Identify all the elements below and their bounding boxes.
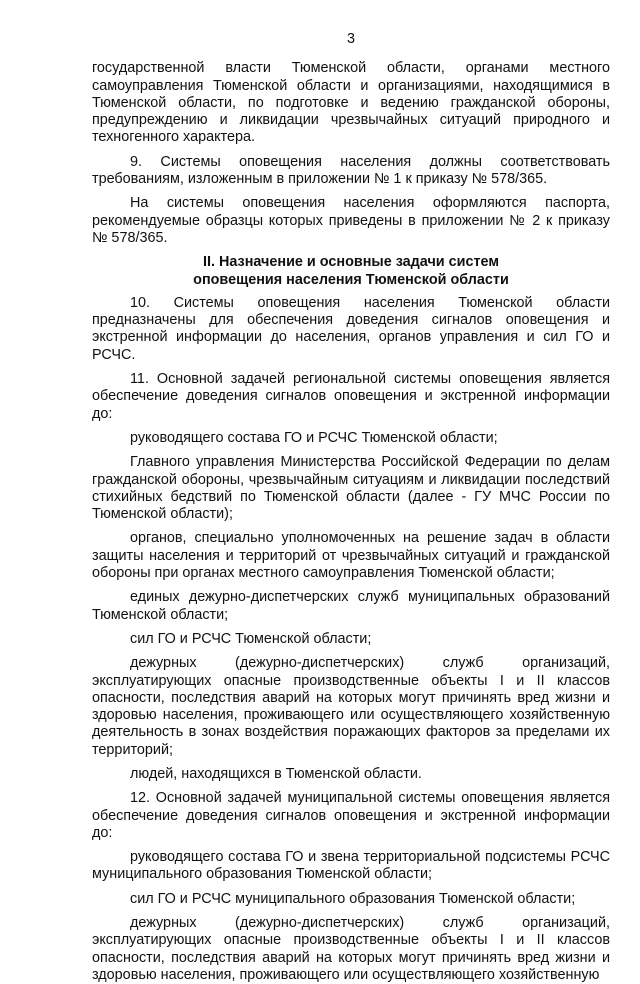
paragraph-item-10: 10. Системы оповещения населения Тюменской области предназначены для обеспечения доведения сигналов оповещения и экстренной информации до населения, органов управления и сил ГО и РСЧС. [92,294,610,363]
list-item: Главного управления Министерства Российской Федерации по делам гражданской обороны, чрезвычайным ситуациям и ликвидации последствий стихийных бедствий по Тюменской области (далее - ГУ МЧС России по Тюменской области); [92,454,610,523]
section-heading-line-2: оповещения населения Тюменской области [193,271,509,288]
paragraph-item-12: 12. Основной задачей муниципальной системы оповещения является обеспечение доведения сигналов оповещения и экстренной информации до: [92,790,610,841]
list-item: дежурных (дежурно-диспетчерских) служб организаций, эксплуатирующих опасные производственные объекты I и II классов опасности, последствия аварий на которых могут причинять вред жизни и здоровью населения, проживающего или осуществляющего хозяйственную деятельность в зонах воздействия поражающих факторов за пределами их территорий; [92,655,610,758]
list-item: дежурных (дежурно-диспетчерских) служб организаций, эксплуатирующих опасные производственные объекты I и II классов опасности, последствия аварий на которых могут причинять вред жизни и здоровью населения, проживающего или осуществляющего хозяйственную [92,915,610,983]
list-item: единых дежурно-диспетчерских служб муниципальных образований Тюменской области; [92,589,610,623]
paragraph-continuation: государственной власти Тюменской области, органами местного самоуправления Тюменской области и организациями, находящимися в Тюменской области, по подготовке и ведению гражданской обороны, предупреждению и ликвидации чрезвычайных ситуаций природного и техногенного характера. [92,60,610,146]
list-item: органов, специально уполномоченных на решение задач в области защиты населения и территорий от чрезвычайных ситуаций и гражданской обороны при органах местного самоуправления Тюменской области; [92,530,610,582]
section-heading-line-1: II. Назначение и основные задачи систем [202,254,500,271]
paragraph-item-9: 9. Системы оповещения населения должны соответствовать требованиям, изложенным в приложении № 1 к приказу № 578/365. [92,153,610,188]
list-item: руководящего состава ГО и звена территориальной подсистемы РСЧС муниципального образования Тюменской области; [92,849,610,883]
section-heading [92,254,610,289]
page-number: 3 [346,31,355,47]
paragraph-item-11: 11. Основной задачей региональной системы оповещения является обеспечение доведения сигналов оповещения и экстренной информации до: [92,371,610,422]
list-item: сил ГО и РСЧС муниципального образования Тюменской области; [130,890,576,907]
list-item: руководящего состава ГО и РСЧС Тюменской области; [130,429,498,446]
list-item: людей, находящихся в Тюменской области. [130,765,422,782]
list-item: сил ГО и РСЧС Тюменской области; [130,630,372,647]
paragraph-passports: На системы оповещения населения оформляются паспорта, рекомендуемые образцы которых приведены в приложении № 2 к приказу № 578/365. [92,195,610,246]
